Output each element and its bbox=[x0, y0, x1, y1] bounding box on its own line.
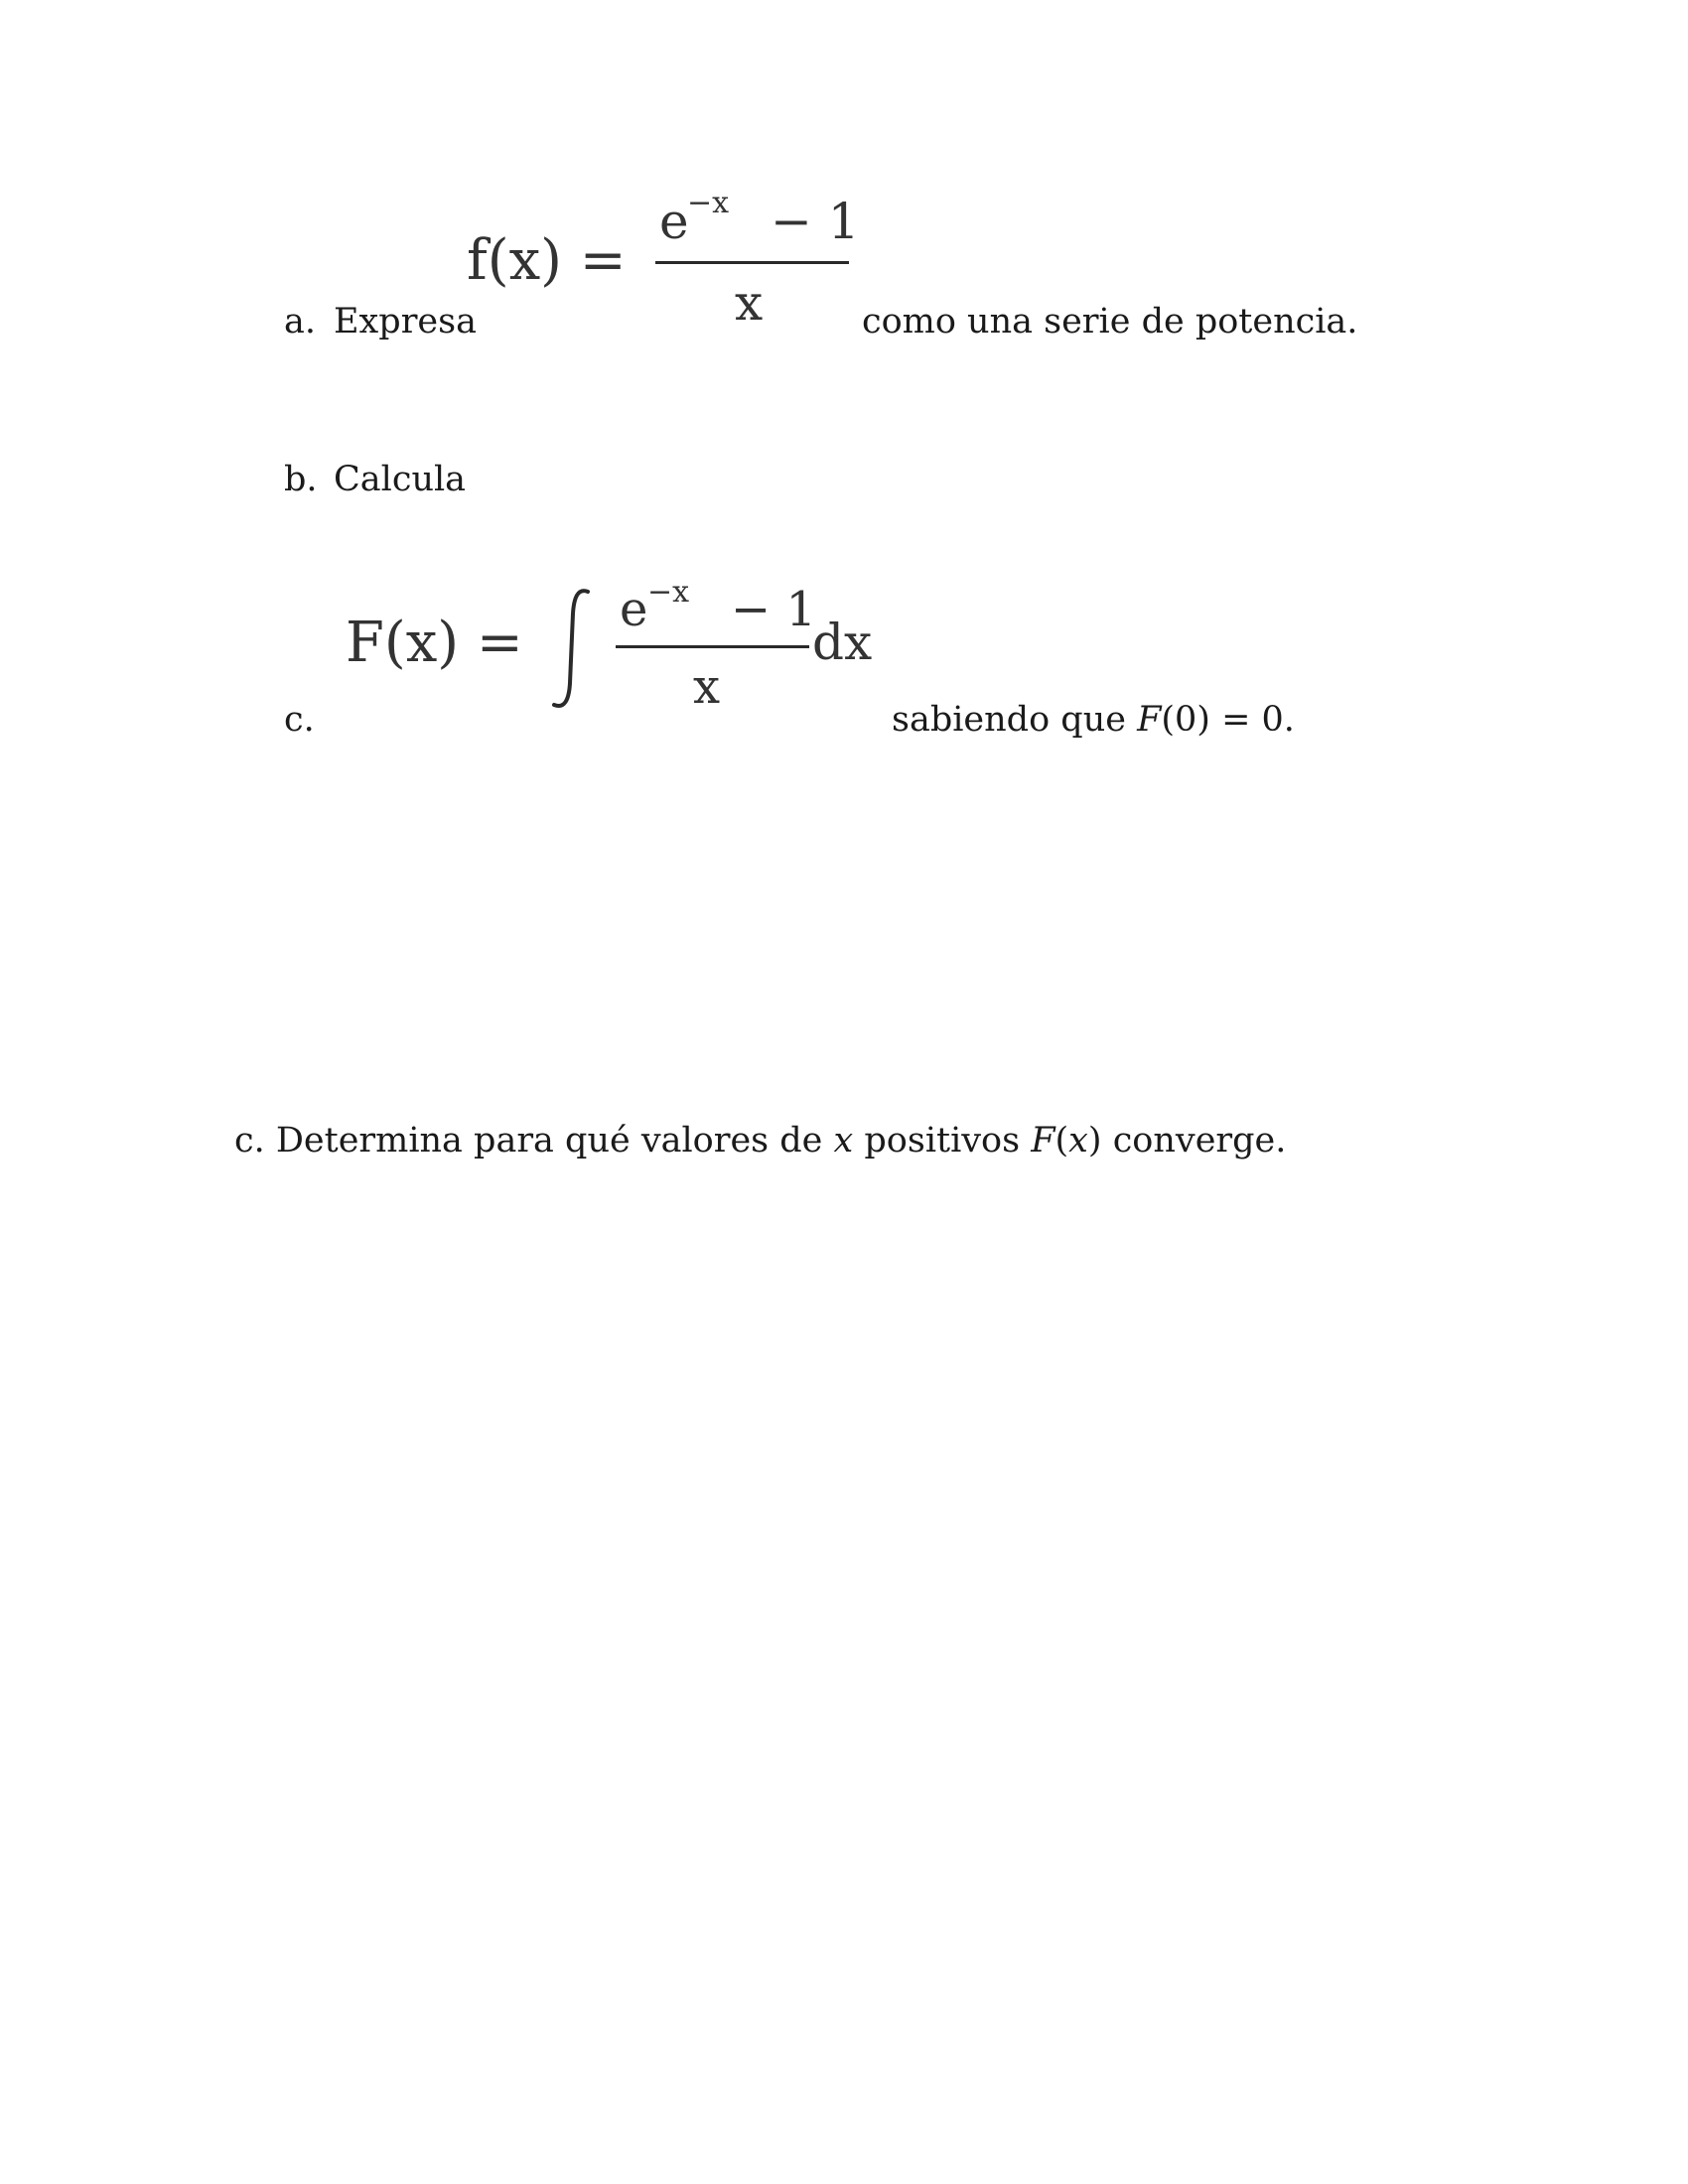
item-c-after-prefix: sabiendo que bbox=[892, 700, 1138, 740]
item-c-after-func: F bbox=[1137, 700, 1162, 740]
final-question-arg: x bbox=[1068, 1121, 1088, 1160]
formula-f-numerator-base: e bbox=[659, 193, 689, 250]
formula-f-numerator-rest: − 1 bbox=[771, 193, 860, 250]
item-c-marker: c. bbox=[284, 700, 315, 740]
formula-F-lhs: F(x) = bbox=[346, 611, 523, 675]
formula-F-differential: dx bbox=[812, 614, 873, 671]
item-c-after-arg: (0) = 0. bbox=[1161, 700, 1295, 740]
final-question-func: F bbox=[1031, 1121, 1055, 1160]
formula-f-denominator: x bbox=[735, 274, 764, 332]
item-b-marker: b. bbox=[284, 460, 318, 499]
final-question bbox=[234, 1121, 1287, 1160]
final-question-var: x bbox=[833, 1121, 854, 1160]
formula-F-numerator-rest: − 1 bbox=[731, 582, 817, 637]
item-a-text: Expresa bbox=[334, 302, 477, 341]
item-a-marker: a. bbox=[284, 302, 316, 341]
formula-F-exponent: −x bbox=[647, 575, 690, 610]
final-question-paren-open: ( bbox=[1055, 1121, 1069, 1160]
formula-F-numerator-base: e bbox=[620, 582, 648, 637]
formula-f-lhs: f(x) = bbox=[467, 228, 627, 293]
final-question-paren-close: ) bbox=[1087, 1121, 1102, 1160]
formula-f-exponent: −x bbox=[687, 186, 730, 220]
item-a-after: como una serie de potencia. bbox=[862, 302, 1358, 341]
item-b-text: Calcula bbox=[334, 460, 467, 499]
final-question-middle: positivos bbox=[853, 1121, 1032, 1160]
item-c-after bbox=[892, 700, 1295, 740]
final-question-suffix: converge. bbox=[1101, 1121, 1287, 1160]
formula-f-fraction-bar bbox=[655, 261, 849, 264]
formula-F-fraction-bar bbox=[616, 645, 809, 648]
final-question-prefix: c. Determina para qué valores de bbox=[234, 1121, 834, 1160]
integral-icon bbox=[548, 584, 598, 713]
formula-F-denominator: x bbox=[693, 659, 721, 715]
